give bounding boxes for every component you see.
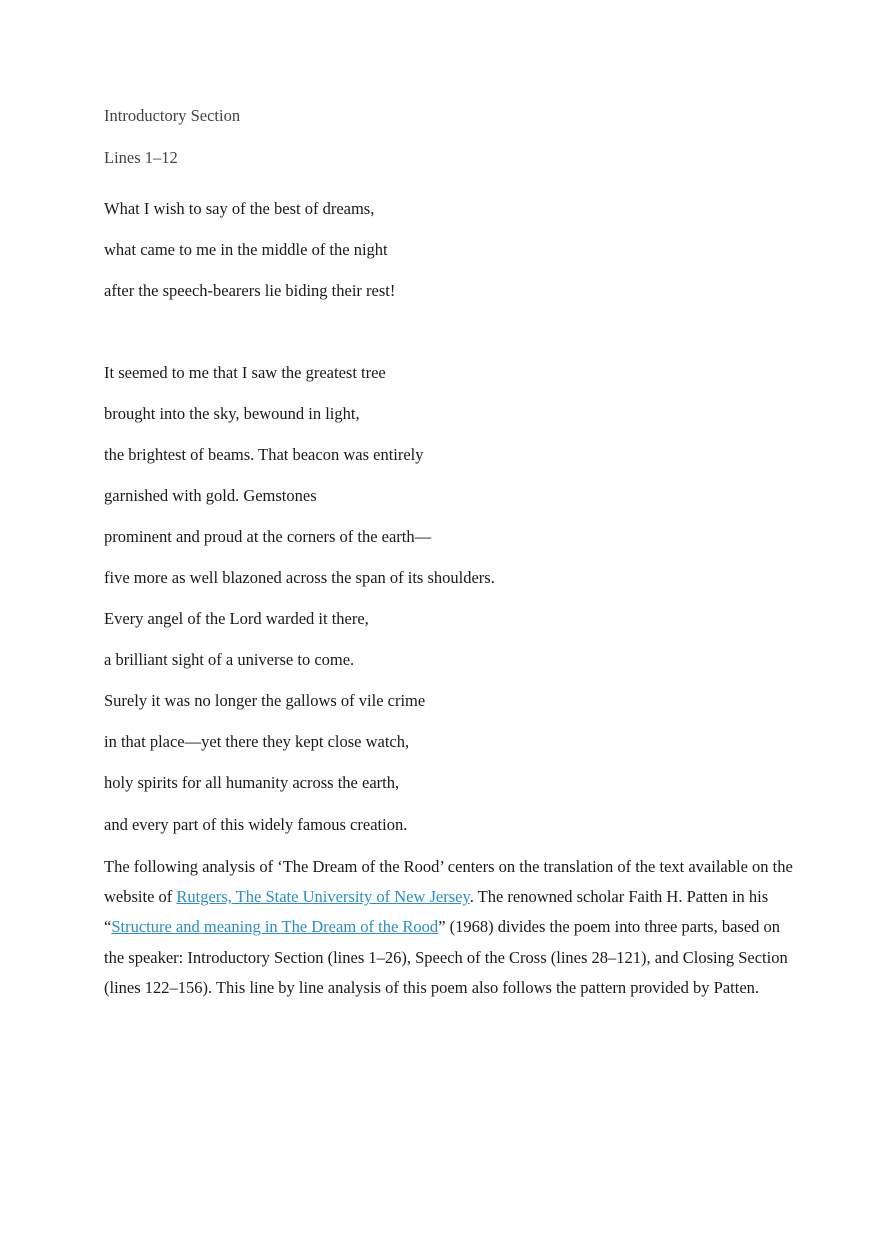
analysis-text: . The renowned scholar Faith H. Patten in his “ [104,887,769,937]
verse-line: the brightest of beams. That beacon was entirely [104,445,424,464]
patten-article-link[interactable]: Structure and meaning in The Dream of the Rood [111,917,439,937]
verse-line: It seemed to me that I saw the greatest tree [104,363,386,382]
lines-heading: Lines 1–12 [104,148,178,167]
verse-line: Every angel of the Lord warded it there, [104,609,369,628]
verse-line: garnished with gold. Gemstones [104,486,317,505]
analysis-text: The following analysis of ‘The Dream of the Rood’ centers on the translation of the text available on the website of [104,857,793,907]
verse-line: and every part of this widely famous creation. [104,815,408,834]
verse-line: Surely it was no longer the gallows of vile crime [104,691,426,710]
verse-line: what came to me in the middle of the night [104,240,388,259]
verse-line: after the speech-bearers lie biding their rest! [104,281,396,300]
verse-line: five more as well blazoned across the span of its shoulders. [104,568,495,587]
section-heading: Introductory Section [104,106,241,125]
verse-line: brought into the sky, bewound in light, [104,404,360,423]
rutgers-link[interactable]: Rutgers, The State University of New Jersey [176,887,470,907]
verse-line: prominent and proud at the corners of the earth— [104,527,432,546]
analysis-paragraph [104,852,794,1003]
verse-line: What I wish to say of the best of dreams, [104,199,375,218]
verse-line: holy spirits for all humanity across the earth, [104,773,400,792]
verse-line: in that place—yet there they kept close watch, [104,732,410,751]
verse-line: a brilliant sight of a universe to come. [104,650,355,669]
analysis-text: ” (1968) divides the poem into three parts, based on the speaker: Introductory Section (lines 1–26), Speech of the Cross (lines 28–121), and Closing Section (lines 122–156). This line by line analysis of this poem also follows the pattern provided by Patten. [104,917,788,997]
